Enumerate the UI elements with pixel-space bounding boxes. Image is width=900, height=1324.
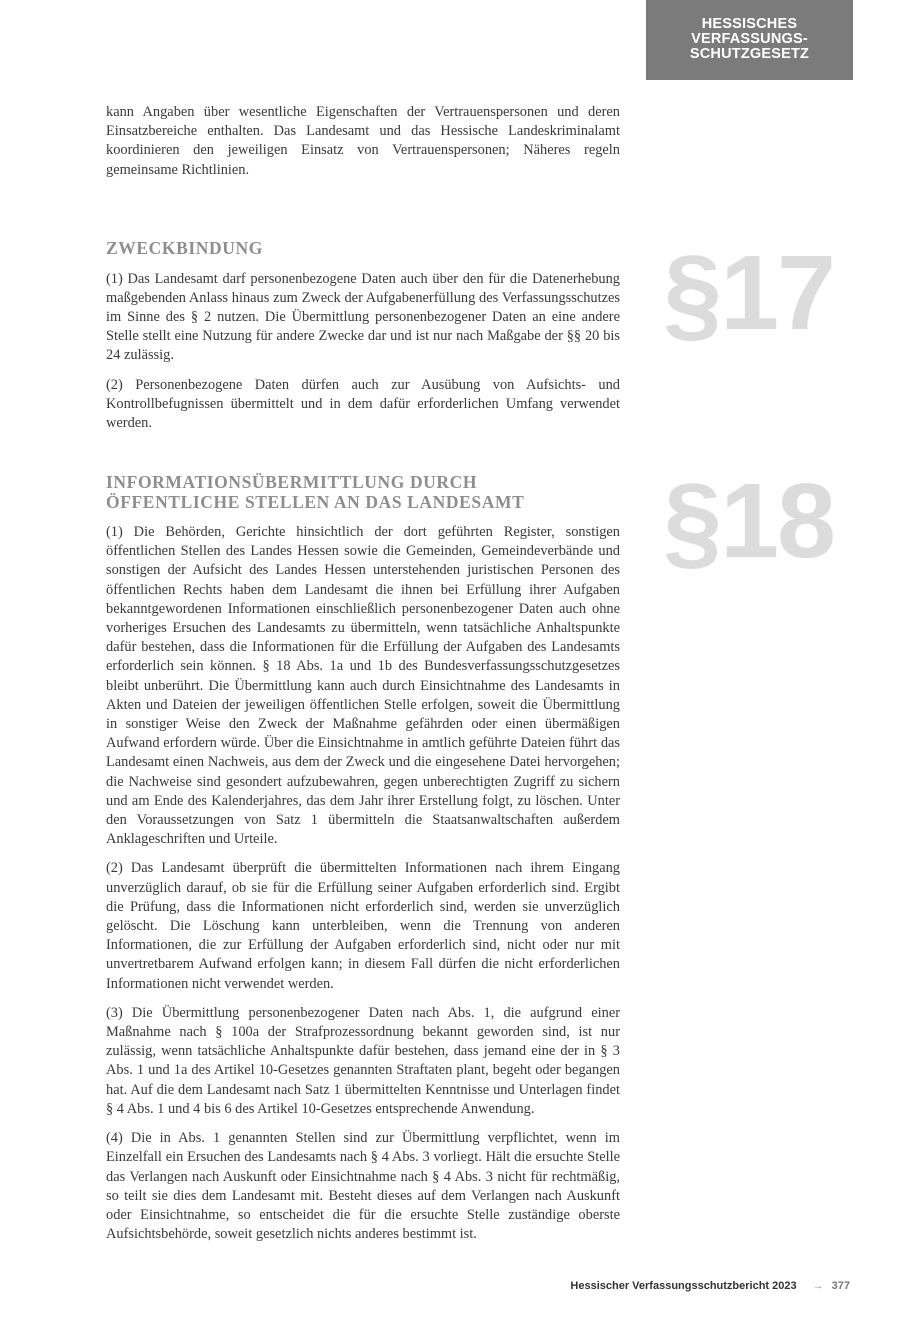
section-17-paragraph-1: (1) Das Landesamt darf personenbezogene Daten auch über den für die Datenerhebung maßgebenden Anlass hinaus zum Zweck der Aufgabenerfüllung des Verfassungsschutzes im Sinne des § 2 nutzen. Die Übermittlung personenbezogener Daten an eine andere Stelle stellt eine Nutzung für andere Zwecke dar und ist nur nach Maßgabe der §§ 20 bis 24 zulässig. — [106, 270, 620, 364]
section-18-number: §18 — [663, 462, 834, 580]
section-17-number: §17 — [663, 234, 834, 352]
page-footer — [570, 1280, 850, 1292]
section-18-paragraph-3: (3) Die Übermittlung personenbezogener Daten nach Abs. 1, die aufgrund einer Maßnahme nach § 100a der Strafprozessordnung bekannt geworden sind, ist nur zulässig, wenn tatsächliche Anhaltspunkte dafür bestehen, dass jemand eine der in § 3 Abs. 1 und 1a des Artikel 10-Gesetzes genannten Straftaten plant, begeht oder begangen hat. Auf die dem Landesamt nach Satz 1 übermittelten Kenntnisse und Unterlagen findet § 4 Abs. 1 und 4 bis 6 des Artikel 10-Gesetzes entsprechende Anwendung. — [106, 1004, 620, 1117]
section-tag-line-2: VERFASSUNGS- — [691, 31, 808, 47]
section-18 — [106, 473, 620, 1254]
document-section-tag — [646, 0, 853, 80]
section-18-title-line-2: ÖFFENTLICHE STELLEN AN DAS LANDESAMT — [106, 491, 525, 512]
section-tag-line-1: HESSISCHES — [701, 16, 798, 32]
section-18-paragraph-4: (4) Die in Abs. 1 genannten Stellen sind zur Übermittlung verpflichtet, wenn im Einzelfall ein Ersuchen des Landesamts nach § 4 Abs. 3 vorliegt. Hält die ersuchte Stelle das Verlangen nach Auskunft oder Einsichtnahme nach § 4 Abs. 3 nicht für rechtmäßig, so teilt sie dies dem Landesamt mit. Besteht dieses auf dem Verlangen nach Auskunft oder Einsichtnahme, so entscheidet die für die ersuchte Stelle zuständige oberste Aufsichtsbehörde, soweit gesetzlich nichts anderes bestimmt ist. — [106, 1130, 620, 1243]
section-17-title: ZWECKBINDUNG — [106, 238, 263, 258]
section-18-title-line-1: INFORMATIONSÜBERMITTLUNG DURCH — [106, 472, 478, 492]
page-number: 377 — [831, 1280, 850, 1292]
arrow-right-icon: → — [812, 1280, 824, 1292]
footer-publication-title: Hessischer Verfassungsschutzbericht 2023 — [570, 1280, 797, 1292]
section-tag-line-3: SCHUTZGESETZ — [689, 46, 810, 62]
section-18-title — [106, 473, 620, 512]
section-18-paragraph-2: (2) Das Landesamt überprüft die übermittelten Informationen nach ihrem Eingang unverzüglich darauf, ob sie für die Erfüllung seiner Aufgaben erforderlich sind. Ergibt die Prüfung, dass die Informationen nicht erforderlich sind, werden sie unverzüglich gelöscht. Die Löschung kann unterbleiben, wenn die Trennung von anderen Informationen, die zur Erfüllung der Aufgaben erforderlich sind, nicht oder nur mit unvertretbarem Aufwand erfolgen kann; in diesem Fall dürfen die nicht erforderlichen Informationen nicht verwendet werden. — [106, 860, 620, 992]
intro-block — [106, 103, 620, 190]
section-17-paragraph-2: (2) Personenbezogene Daten dürfen auch zur Ausübung von Aufsichts- und Kontrollbefugnissen übermittelt und in dem dafür erforderlichen Umfang verwendet werden. — [106, 376, 620, 431]
intro-paragraph: kann Angaben über wesentliche Eigenschaften der Vertrauenspersonen und deren Einsatzbereiche enthalten. Das Landesamt und das Hessische Landeskriminalamt koordinieren den jeweiligen Einsatz von Vertrauenspersonen; Näheres regeln gemeinsame Richtlinien. — [106, 104, 620, 178]
section-17 — [106, 239, 620, 443]
section-18-paragraph-1: (1) Die Behörden, Gerichte hinsichtlich der dort geführten Register, sonstigen öffentlichen Stellen des Landes Hessen sowie die Gemeinden, Gemeindeverbände und sonstigen der Aufsicht des Landes Hessen unterstehenden juristischen Personen des öffentlichen Rechts haben dem Landesamt die ihnen bei Erfüllung ihrer Aufgaben bekanntgewordenen Informationen einschließlich personenbezogener Daten auch ohne vorheriges Ersuchen des Landesamts zu übermitteln, wenn tatsächliche Anhaltspunkte dafür bestehen, dass die Informationen für die Erfüllung der Aufgaben des Landesamts erforderlich sein können. § 18 Abs. 1a und 1b des Bundesverfassungsschutzgesetzes bleibt unberührt. Die Übermittlung kann auch durch Einsichtnahme des Landesamts in Akten und Dateien der jeweiligen öffentlichen Stelle erfolgen, soweit die Übermittlung in sonstiger Weise den Zweck der Maßnahme gefährden oder einen übermäßigen Aufwand erfordern würde. Über die Einsichtnahme in amtlich geführte Dateien führt das Landesamt einen Nachweis, aus dem der Zweck und die eingesehene Datei hervorgehen; die Nachweise sind gesondert aufzubewahren, gegen unberechtigten Zugriff zu sichern und am Ende des Kalenderjahres, das dem Jahr ihrer Erstellung folgt, zu löschen. Unter den Voraussetzungen von Satz 1 übermitteln die Staatsanwaltschaften außerdem Anklageschriften und Urteile. — [106, 524, 620, 848]
